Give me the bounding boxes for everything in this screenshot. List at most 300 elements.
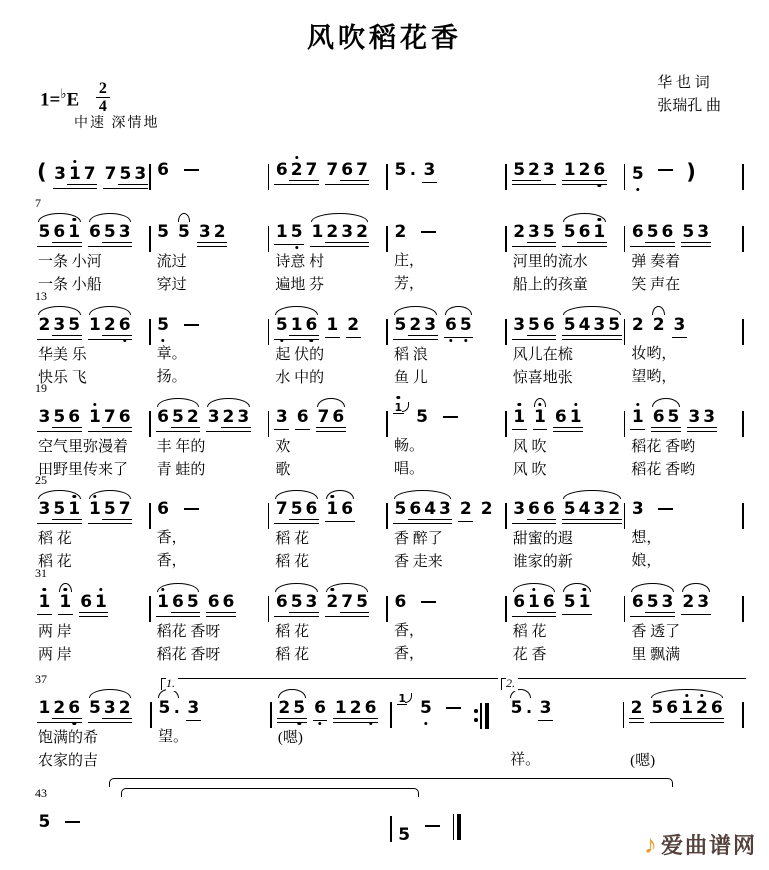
note-digit: 7: [104, 164, 117, 184]
notes-row: [154, 582, 265, 621]
note-token: [53, 166, 98, 189]
note-digit: 6: [296, 407, 309, 427]
lyric-line: 稻花 香哟: [631, 438, 696, 455]
duration-dash: [421, 231, 436, 234]
note-token: [512, 594, 557, 617]
note-digit: 1: [326, 315, 339, 335]
duration-dash: [65, 821, 80, 824]
measure: [272, 212, 383, 297]
note-token: [538, 700, 553, 721]
barline: [390, 702, 392, 728]
note-digit: 1: [89, 407, 101, 427]
notes-row: [275, 688, 387, 727]
note-token: [156, 162, 171, 179]
lyric-line: 诗意 村: [275, 253, 325, 270]
lyric-line: 两 岸: [38, 646, 72, 663]
note-digit: 2: [53, 698, 66, 718]
lyric-line: 快乐 飞: [38, 369, 87, 386]
note-digit: 5: [646, 592, 659, 612]
note-digit: 5: [290, 499, 303, 519]
barline: [268, 411, 270, 437]
note-digit: 2: [326, 592, 339, 612]
note-digit: 1: [68, 164, 81, 184]
measure: [628, 212, 739, 297]
note-digit: 5: [608, 315, 621, 335]
note-digit: 1: [38, 698, 51, 718]
notes-row: [391, 489, 502, 528]
measure: [391, 150, 502, 188]
notes-row: [510, 397, 621, 436]
note-token: [393, 162, 416, 179]
note-token: [197, 224, 227, 247]
note-digit: 6: [542, 499, 555, 519]
note-token: [88, 317, 133, 340]
note-token: [37, 594, 52, 615]
note-token: [346, 317, 361, 338]
note-digit: 3: [697, 592, 710, 612]
barline: [386, 319, 388, 345]
lyric-line: 饱满的希: [38, 729, 99, 746]
measure: [510, 305, 621, 390]
note-digit: 7: [326, 160, 339, 180]
measure: [154, 397, 265, 482]
note-digit: 5: [158, 698, 171, 718]
barline: [624, 319, 626, 345]
tie-line: [109, 778, 673, 787]
barline: [624, 226, 626, 252]
note-digit: 3: [38, 407, 51, 427]
note-digit: 2: [118, 698, 131, 718]
duration-dash: [658, 169, 673, 172]
note-token: [418, 700, 433, 717]
note-token: [393, 501, 452, 524]
measure: [628, 582, 739, 667]
note-digit: 1: [631, 407, 644, 427]
lyric-line: 芳，: [394, 276, 425, 292]
lyric-line: 欢: [275, 438, 291, 455]
note-token: [630, 501, 645, 518]
lyric-line: 稻 花: [38, 553, 72, 570]
barline: [742, 503, 744, 529]
score-system: [35, 566, 747, 667]
note-digit: 6: [89, 222, 101, 242]
note-token: [509, 700, 532, 717]
lyric-line: 农家的吉: [38, 752, 99, 769]
barline: [268, 596, 270, 622]
score-system: [35, 672, 747, 773]
notes-row: [391, 212, 502, 250]
note-digit: 3: [207, 407, 220, 427]
note-digit: 3: [103, 698, 116, 718]
note-token: [681, 594, 711, 615]
notes-row: [35, 582, 146, 621]
note-token: [310, 224, 369, 247]
note-token: [393, 224, 408, 241]
measure-number: 25: [35, 473, 47, 487]
barline: [386, 411, 388, 437]
measure: [272, 150, 383, 189]
measure: [272, 489, 383, 574]
note-digit: 1: [290, 315, 303, 335]
note-token: [562, 501, 621, 524]
note-digit: 2: [326, 222, 339, 242]
note-digit: 3: [424, 315, 437, 335]
notes-row: [510, 582, 621, 621]
note-digit: 5: [275, 315, 288, 335]
note-digit: 5: [416, 407, 429, 427]
note-digit: 6: [445, 315, 457, 335]
augmentation-dot: .: [409, 160, 416, 179]
measure-number: 37: [35, 672, 47, 686]
notes-row: [35, 489, 146, 528]
lyric-line: 唱。: [394, 461, 425, 477]
measure: [35, 582, 146, 667]
measure: [391, 489, 502, 574]
note-token: [37, 501, 82, 524]
measure: [391, 397, 502, 481]
notes-row: [628, 305, 739, 343]
note-digit: 7: [317, 407, 330, 427]
volta-label: 2.: [506, 676, 518, 691]
note-digit: 6: [528, 499, 540, 519]
barline: [149, 164, 151, 190]
note-digit: 5: [563, 499, 576, 519]
barline: [624, 503, 626, 529]
notes-row: [154, 150, 265, 188]
note-digit: 3: [53, 315, 66, 335]
note-digit: 6: [314, 698, 326, 718]
note-token: [274, 317, 319, 340]
note-digit: 1: [311, 222, 324, 242]
measure: [35, 397, 146, 482]
barline: [270, 702, 272, 728]
lyric-line: 华美 乐: [38, 346, 87, 363]
augmentation-dot: .: [173, 698, 180, 717]
barline: [742, 702, 744, 728]
volta-bracket: [501, 678, 746, 690]
note-digit: 6: [341, 499, 354, 519]
note-token: [512, 317, 557, 340]
grace-note: [397, 693, 413, 705]
measure-number: 7: [35, 196, 41, 210]
note-digit: 5: [542, 222, 555, 242]
barline: [742, 411, 744, 437]
barline: [386, 596, 388, 622]
note-digit: 5: [459, 315, 472, 335]
note-digit: 2: [278, 698, 291, 718]
barline: [742, 596, 744, 622]
measure: [391, 305, 502, 390]
note-digit: 5: [356, 592, 368, 612]
note-token: [88, 224, 133, 247]
note-token: [630, 409, 645, 430]
note-digit: 4: [424, 499, 437, 519]
note-token: [630, 317, 645, 334]
measure: [154, 582, 265, 667]
lyricist-credit: 华 也 词: [657, 75, 710, 91]
lyric-line: 鱼 儿: [394, 369, 428, 386]
note-digit: 1: [275, 222, 288, 242]
duration-dash: [446, 707, 461, 710]
note-digit: 1: [59, 592, 72, 612]
duration-dash: [184, 508, 199, 511]
note-digit: 6: [409, 499, 422, 519]
note-digit: 2: [347, 315, 360, 335]
note-token: [37, 317, 82, 340]
note-token: [274, 501, 319, 524]
notes-row: [272, 150, 383, 189]
note-digit: 5: [68, 315, 81, 335]
note-digit: 4: [578, 499, 591, 519]
measure: [154, 305, 265, 389]
note-digit: 5: [178, 222, 190, 242]
note-digit: 1: [89, 315, 101, 335]
note-digit: 1: [89, 499, 101, 519]
lyric-line: 祥。: [510, 752, 541, 768]
notes-row: [272, 582, 383, 621]
note-token: [177, 224, 192, 241]
note-digit: 2: [213, 222, 226, 242]
key-prefix: 1=: [40, 89, 61, 111]
note-digit: 3: [661, 592, 674, 612]
note-digit: 6: [513, 592, 526, 612]
note-token: [156, 594, 201, 617]
note-digit: 2: [652, 315, 665, 335]
notes-row: [35, 688, 147, 727]
composer-credit: 张瑞孔 曲: [657, 98, 721, 114]
lyric-line: [395, 749, 507, 772]
barline: [149, 411, 151, 437]
note-digit: 2: [222, 407, 235, 427]
note-digit: 1: [513, 407, 526, 427]
duration-dash: [658, 508, 673, 511]
watermark-text: 爱曲谱网: [660, 833, 757, 858]
note-digit: 1: [68, 499, 81, 519]
barline: [505, 411, 507, 437]
lyric-line: 花 香: [512, 646, 547, 663]
lyric-line: 穿过: [156, 276, 187, 293]
note-digit: 3: [439, 499, 451, 519]
note-token: [629, 700, 644, 723]
notes-row: [154, 397, 265, 436]
duration-dash: [425, 825, 440, 828]
note-digit: 6: [593, 160, 606, 180]
barline: [268, 319, 270, 345]
note-token: [512, 409, 527, 430]
note-token: [156, 409, 201, 432]
page-title: 风吹稻花香: [307, 23, 462, 53]
note-token: [103, 166, 148, 189]
note-digit: 6: [554, 407, 567, 427]
note-digit: 3: [38, 499, 51, 519]
note-digit: 3: [593, 499, 606, 519]
lyric-line: 香 走来: [394, 553, 443, 570]
note-digit: 5: [157, 222, 170, 242]
lyric-line: 空气里弥漫着: [38, 438, 129, 455]
note-digit: 6: [68, 407, 81, 427]
barline: [149, 503, 151, 529]
lyric-line: 田野里传来了: [38, 461, 129, 478]
barline: [624, 596, 626, 622]
note-digit: 5: [394, 160, 407, 180]
lyric-line: 娘，: [631, 553, 662, 569]
barline: [149, 596, 151, 622]
note-digit: 3: [542, 160, 555, 180]
measure: [154, 150, 265, 188]
note-digit: 2: [38, 315, 51, 335]
note-digit: 5: [667, 407, 680, 427]
note-digit: 2: [682, 592, 695, 612]
lyric-line: (嗯): [277, 729, 303, 746]
music-note-icon: ♪: [643, 829, 657, 859]
notes-row: [627, 688, 739, 727]
note-token: [316, 409, 346, 432]
note-token: [37, 814, 52, 831]
note-digit: 7: [356, 160, 368, 180]
lyric-line: 稻花 香哟: [631, 461, 696, 478]
notes-row: [628, 489, 739, 527]
note-digit: 1: [95, 592, 107, 612]
duration-dash: [184, 169, 199, 172]
note-digit: 5: [119, 164, 132, 184]
lyric-line: 庄，: [394, 253, 425, 269]
note-token: [650, 700, 724, 723]
note-token: [277, 700, 307, 723]
lyric-line: 香 透了: [631, 623, 681, 640]
note-digit: 5: [103, 499, 116, 519]
notes-row: [391, 397, 502, 435]
note-digit: 2: [695, 698, 708, 718]
measure: [395, 688, 507, 772]
lyric-line: 风 吹: [512, 461, 547, 478]
note-digit: 3: [539, 698, 552, 718]
note-token: [156, 224, 171, 241]
parenthesis: ): [686, 160, 696, 184]
note-token: [553, 409, 583, 432]
measure: [275, 688, 387, 773]
note-digit: 3: [593, 315, 606, 335]
note-digit: 1: [38, 592, 51, 612]
note-digit: 5: [38, 812, 51, 832]
note-token: [651, 317, 666, 334]
note-digit: 5: [53, 407, 66, 427]
note-digit: 1: [398, 692, 406, 705]
notes-row: [272, 489, 383, 528]
barline: [149, 319, 151, 345]
note-digit: 6: [305, 315, 318, 335]
note-digit: 2: [349, 698, 362, 718]
barline: [742, 319, 744, 345]
notes-row: [628, 397, 739, 436]
measure-number: 19: [35, 381, 47, 395]
measure: [510, 397, 621, 482]
lyric-line: 水 中的: [275, 369, 325, 386]
duration-dash: [443, 416, 458, 419]
barline: [505, 226, 507, 252]
note-token: [458, 501, 473, 522]
lyric-line: 遍地 芬: [275, 276, 325, 293]
note-token: [88, 409, 133, 432]
note-digit: 2: [630, 698, 643, 718]
note-digit: 6: [661, 222, 674, 242]
tempo-marking: 中速 深情地: [74, 116, 160, 131]
note-digit: 2: [103, 315, 116, 335]
note-digit: 6: [275, 592, 288, 612]
notes-row: [628, 212, 739, 251]
barline: [624, 164, 626, 190]
note-digit: 5: [563, 592, 576, 612]
note-digit: 1: [593, 222, 606, 242]
note-token: [512, 224, 557, 247]
notes-row: [35, 212, 146, 251]
note-digit: 5: [290, 592, 303, 612]
parenthesis: (: [37, 160, 47, 184]
note-token: [274, 594, 319, 617]
note-token: [274, 409, 289, 430]
note-digit: 5: [394, 315, 407, 335]
note-token: [562, 224, 607, 247]
note-digit: 5: [419, 698, 432, 718]
note-token: [393, 317, 438, 340]
lyric-line: 稻花 香呀: [156, 646, 221, 663]
note-digit: 6: [53, 222, 66, 242]
score-system: [35, 776, 747, 848]
note-digit: 6: [222, 592, 235, 612]
note-digit: 3: [54, 164, 66, 184]
note-digit: 3: [118, 222, 131, 242]
note-digit: 5: [513, 160, 526, 180]
measure: [510, 489, 621, 574]
note-digit: 5: [510, 698, 523, 718]
note-digit: 6: [394, 592, 407, 612]
lyric-line: 稻花 香呀: [156, 623, 221, 640]
measure: [35, 489, 146, 574]
note-token: [562, 594, 592, 615]
note-digit: 2: [394, 222, 407, 242]
note-digit: 3: [305, 592, 318, 612]
note-digit: 5: [563, 315, 576, 335]
note-digit: 5: [563, 222, 576, 242]
lyric-line: 里 飘满: [631, 646, 681, 663]
notes-row: [507, 688, 619, 726]
lyric-line: 稻 花: [512, 623, 547, 640]
lyric-line: 风儿在梳: [512, 346, 573, 363]
measure: [391, 582, 502, 666]
measure: [507, 688, 619, 772]
note-token: [37, 409, 82, 432]
note-token: [274, 162, 319, 185]
augmentation-dot: .: [526, 698, 533, 717]
lyric-line: 一条 小船: [38, 276, 102, 293]
note-digit: 1: [578, 592, 591, 612]
note-digit: 5: [651, 698, 664, 718]
measure-number: 13: [35, 289, 47, 303]
note-digit: 3: [187, 698, 200, 718]
notes-row: [35, 305, 146, 344]
measure-number: 31: [35, 566, 47, 580]
note-token: [672, 317, 687, 338]
note-token: [333, 700, 378, 723]
note-digit: 1: [68, 222, 81, 242]
measure: [628, 305, 739, 389]
lyric-line: (嗯): [630, 752, 656, 769]
time-signature: [96, 80, 110, 115]
measure-number: 43: [35, 786, 47, 800]
notes-row: [391, 305, 502, 344]
note-digit: 2: [480, 499, 493, 519]
notes-row: [272, 305, 383, 344]
measure: [35, 802, 387, 840]
